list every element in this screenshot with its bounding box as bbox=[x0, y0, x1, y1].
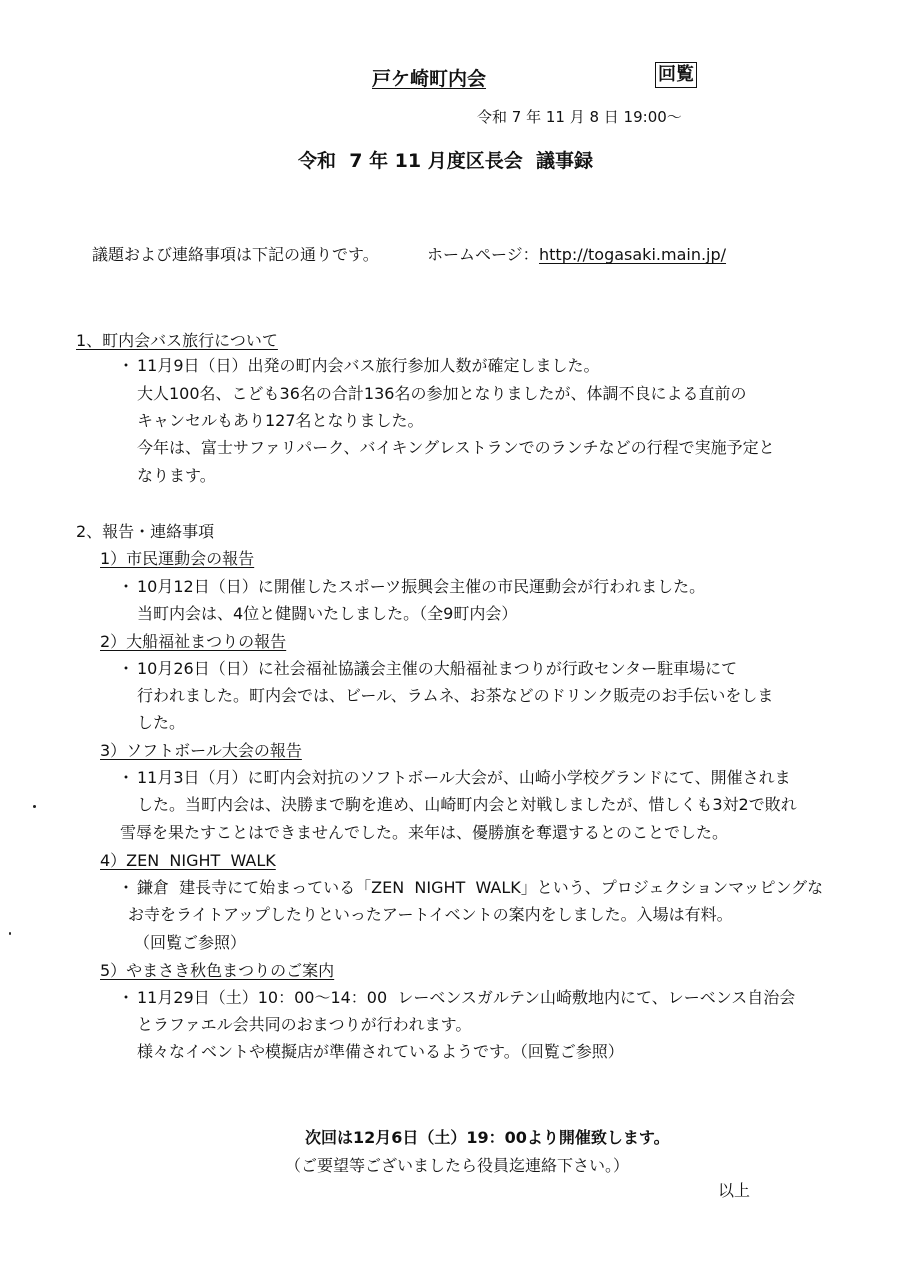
subsection-line: 11月29日（土）10：00～14：00 レーベンスガルテン山崎敷地内にて、レーベンス自治会 bbox=[137, 988, 796, 1007]
bullet-marker: ・ bbox=[118, 878, 135, 897]
subsection-line: とラファエル会共同のおまつりが行われます。 bbox=[137, 1015, 472, 1034]
subsection-heading: 2）大船福祉まつりの報告 bbox=[100, 632, 287, 651]
section-1-heading: 1、町内会バス旅行について bbox=[76, 331, 278, 350]
document-title: 令和 7 年 11 月度区長会 議事録 bbox=[298, 150, 593, 172]
bullet-marker: ・ bbox=[118, 768, 135, 787]
bullet-marker: ・ bbox=[118, 577, 135, 596]
section-1-line: 大人100名、こども36名の合計136名の参加となりましたが、体調不良による直前の bbox=[137, 384, 747, 403]
subsection-line: 鎌倉 建長寺にて始まっている「ZEN NIGHT WALK」という、プロジェクションマッピングな bbox=[137, 878, 824, 897]
section-1-line: 今年は、富士サファリパーク、バイキングレストランでのランチなどの行程で実施予定と bbox=[137, 438, 775, 457]
scan-speck bbox=[9, 932, 11, 935]
subsection-line: 当町内会は、4位と健闘いたしました。（全9町内会） bbox=[137, 604, 518, 623]
section-2-heading: 2、報告・連絡事項 bbox=[76, 522, 215, 541]
bullet-marker: ・ bbox=[118, 356, 135, 375]
circulate-mark: 回覧 bbox=[655, 62, 697, 88]
scan-speck bbox=[33, 805, 36, 808]
subsection-line: した。 bbox=[137, 713, 186, 732]
section-1-line: キャンセルもあり127名となりました。 bbox=[137, 411, 424, 430]
subsection-line: お寺をライトアップしたりといったアートイベントの案内をしました。入場は有料。 bbox=[128, 905, 733, 924]
subsection-line: 10月26日（日）に社会福祉協議会主催の大船福祉まつりが行政センター駐車場にて bbox=[137, 659, 738, 678]
section-1-line: なります。 bbox=[137, 466, 216, 485]
subsection-line: 雪辱を果たすことはできませんでした。来年は、優勝旗を奪還するとのことでした。 bbox=[120, 823, 729, 842]
subsection-heading: 4）ZEN NIGHT WALK bbox=[100, 851, 276, 870]
contact-request: （ご要望等ございましたら役員迄連絡下さい。） bbox=[285, 1156, 630, 1175]
bullet-marker: ・ bbox=[118, 659, 135, 678]
section-1-line: 11月9日（日）出発の町内会バス旅行参加人数が確定しました。 bbox=[137, 356, 600, 375]
subsection-line: （回覧ご参照） bbox=[134, 933, 247, 952]
organization-name: 戸ケ崎町内会 bbox=[372, 68, 487, 90]
intro-text: 議題および連絡事項は下記の通りです。 bbox=[92, 245, 379, 264]
next-meeting-notice: 次回は12月6日（土）19：00より開催致します。 bbox=[305, 1128, 670, 1147]
subsection-line: 11月3日（月）に町内会対抗のソフトボール大会が、山崎小学校グランドにて、開催されま bbox=[137, 768, 791, 787]
homepage-link[interactable]: http://togasaki.main.jp/ bbox=[539, 245, 727, 264]
subsection-heading: 5）やまさき秋色まつりのご案内 bbox=[100, 961, 335, 980]
bullet-marker: ・ bbox=[118, 988, 135, 1007]
subsection-heading: 3）ソフトボール大会の報告 bbox=[100, 741, 302, 760]
subsection-line: 行われました。町内会では、ビール、ラムネ、お茶などのドリンク販売のお手伝いをしま bbox=[137, 686, 774, 705]
subsection-line: 様々なイベントや模擬店が準備されているようです。（回覧ご参照） bbox=[137, 1042, 624, 1061]
meeting-datetime: 令和 7 年 11 月 8 日 19:00～ bbox=[477, 108, 682, 126]
subsection-line: 10月12日（日）に開催したスポーツ振興会主催の市民運動会が行われました。 bbox=[137, 577, 706, 596]
subsection-heading: 1）市民運動会の報告 bbox=[100, 549, 255, 568]
homepage-label: ホームページ： bbox=[427, 245, 539, 264]
subsection-line: した。当町内会は、決勝まで駒を進め、山崎町内会と対戦しましたが、惜しくも3対2で敗れ bbox=[137, 795, 797, 814]
closing-mark: 以上 bbox=[718, 1181, 751, 1200]
